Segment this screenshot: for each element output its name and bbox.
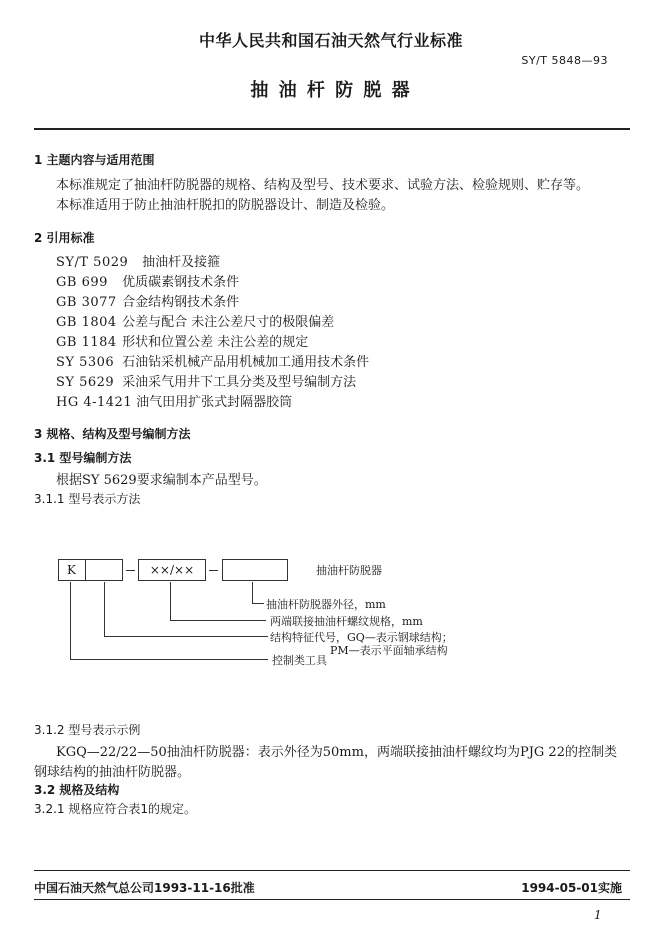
footer-rule-bottom bbox=[34, 899, 630, 900]
section3-heading: 3 规格、结构及型号编制方法 bbox=[34, 427, 191, 441]
label-struct-2: PM—表示平面轴承结构 bbox=[330, 644, 448, 657]
approval-text: 中国石油天然气总公司1993-11-16批准 bbox=[34, 881, 255, 895]
reference-item bbox=[56, 311, 334, 330]
reference-title: 优质碳素钢技术条件 bbox=[122, 275, 240, 290]
leader-tool-horizontal bbox=[70, 659, 268, 660]
leader-tool-vertical bbox=[70, 582, 71, 660]
leader-thread-vertical bbox=[170, 582, 171, 621]
reference-title: 采油采气用井下工具分类及型号编制方法 bbox=[122, 375, 357, 390]
footer-rule-top bbox=[34, 870, 630, 871]
section3-2-1-para: 3.2.1 规格应符合表1的规定。 bbox=[34, 802, 196, 816]
reference-code: SY 5629 bbox=[56, 375, 115, 390]
section3-1-1-heading: 3.1.1 型号表示方法 bbox=[34, 492, 141, 506]
leader-struct-horizontal bbox=[104, 636, 268, 637]
leader-struct-vertical bbox=[104, 582, 105, 637]
model-box-k bbox=[58, 559, 86, 581]
model-box-struct bbox=[85, 559, 123, 581]
page-number: 1 bbox=[594, 908, 602, 922]
label-tool: 控制类工具 bbox=[272, 654, 327, 667]
reference-title: 抽油杆及接箍 bbox=[142, 255, 221, 270]
effective-date: 1994-05-01实施 bbox=[521, 881, 622, 895]
reference-item bbox=[56, 271, 239, 290]
reference-code: SY 5306 bbox=[56, 355, 115, 370]
reference-item bbox=[56, 291, 239, 310]
label-thread: 两端联接抽油杆螺纹规格，mm bbox=[270, 615, 423, 628]
section3-1-para: 根据SY 5629要求编制本产品型号。 bbox=[56, 473, 267, 488]
label-od: 抽油杆防脱器外径，mm bbox=[266, 598, 386, 611]
reference-item bbox=[56, 251, 220, 270]
reference-title: 石油钻采机械产品用机械加工通用技术条件 bbox=[122, 355, 370, 370]
section2-heading: 2 引用标准 bbox=[34, 231, 95, 245]
document-title: 抽 油 杆 防 脱 器 bbox=[250, 80, 412, 101]
model-box-od bbox=[222, 559, 288, 581]
reference-title: 合金结构钢技术条件 bbox=[122, 295, 240, 310]
reference-code: GB 1804 bbox=[56, 315, 117, 330]
reference-item bbox=[56, 331, 308, 350]
leader-od-horizontal bbox=[252, 603, 264, 604]
section3-1-heading: 3.1 型号编制方法 bbox=[34, 451, 132, 465]
reference-code: GB 1184 bbox=[56, 335, 117, 350]
model-box-k-text: K bbox=[67, 563, 76, 577]
reference-title: 公差与配合 未注公差尺寸的极限偏差 bbox=[122, 315, 335, 330]
model-box-thread bbox=[138, 559, 206, 581]
section3-1-2-para2: 钢球结构的抽油杆防脱器。 bbox=[34, 765, 191, 780]
reference-item bbox=[56, 391, 292, 410]
model-box-thread-text: ××/×× bbox=[149, 563, 195, 577]
org-standard-title: 中华人民共和国石油天然气行业标准 bbox=[198, 31, 463, 50]
section1-para2: 本标准适用于防止抽油杆脱扣的防脱器设计、制造及检验。 bbox=[56, 198, 395, 213]
header-rule bbox=[34, 128, 630, 130]
model-dash-2 bbox=[209, 570, 218, 571]
model-dash-1 bbox=[126, 570, 135, 571]
label-product: 抽油杆防脱器 bbox=[316, 564, 382, 577]
leader-thread-horizontal bbox=[170, 620, 266, 621]
section3-1-2-heading: 3.1.2 型号表示示例 bbox=[34, 723, 141, 737]
reference-title: 油气田用扩张式封隔器胶筒 bbox=[136, 395, 293, 410]
reference-code: HG 4-1421 bbox=[56, 395, 133, 410]
leader-od-vertical bbox=[252, 582, 253, 604]
standard-code: SY/T 5848—93 bbox=[521, 54, 608, 67]
reference-code: GB 3077 bbox=[56, 295, 117, 310]
reference-code: GB 699 bbox=[56, 275, 108, 290]
reference-item bbox=[56, 351, 369, 370]
reference-title: 形状和位置公差 未注公差的规定 bbox=[122, 335, 309, 350]
section3-1-2-para1: KGQ—22/22—50抽油杆防脱器：表示外径为50mm，两端联接抽油杆螺纹均为PJG 22的控制类 bbox=[56, 745, 617, 760]
section1-heading: 1 主题内容与适用范围 bbox=[34, 153, 155, 167]
section1-para1: 本标准规定了抽油杆防脱器的规格、结构及型号、技术要求、试验方法、检验规则、贮存等。 bbox=[56, 178, 590, 193]
reference-code: SY/T 5029 bbox=[56, 255, 129, 270]
reference-item bbox=[56, 371, 356, 390]
section3-2-heading: 3.2 规格及结构 bbox=[34, 783, 120, 797]
label-struct: 结构特征代号，GQ—表示钢球结构； bbox=[270, 631, 453, 644]
